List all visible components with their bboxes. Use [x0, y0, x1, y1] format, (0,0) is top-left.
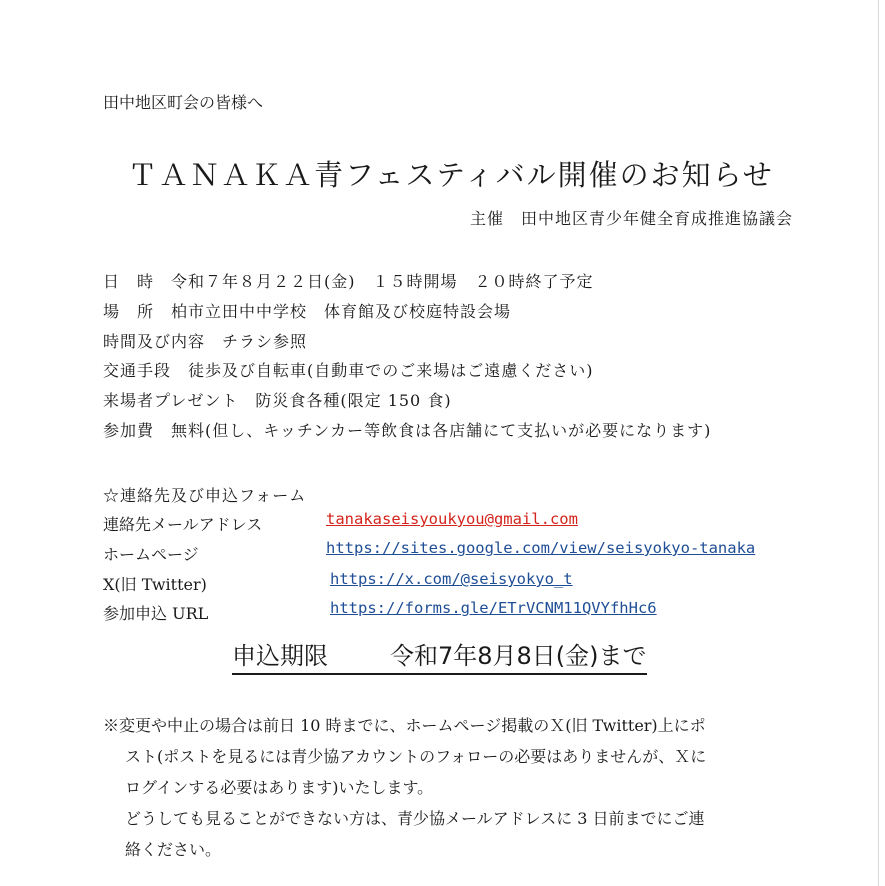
contact-form-label: 参加申込 URL: [103, 604, 209, 623]
deadline-banner: [232, 636, 647, 675]
note-line: どうしても見ることができない方は、青少協メールアドレスに 3 日前までにご連: [125, 809, 705, 828]
detail-datetime: 日 時 令和７年８月２２日(金) １５時開場 ２０時終了予定: [103, 272, 594, 291]
contact-x-link[interactable]: https://x.com/@seisyokyo_t: [330, 570, 573, 588]
contact-x-label: X(旧 Twitter): [103, 575, 207, 594]
note-line: スト(ポストを見るには青少協アカウントのフォローの必要はありませんが、Ｘに: [125, 747, 707, 766]
contact-homepage-label: ホームページ: [103, 545, 199, 564]
organizer: 主催 田中地区青少年健全育成推進協議会: [470, 209, 794, 228]
scan-edge-line: [878, 0, 879, 886]
document-title: ＴＡＮＡＫＡ青フェスティバル開催のお知らせ: [128, 158, 774, 192]
detail-venue: 場 所 柏市立田中中学校 体育館及び校庭特設会場: [103, 302, 512, 321]
contact-heading: ☆連絡先及び申込フォーム: [103, 486, 307, 505]
contact-form-link[interactable]: https://forms.gle/ETrVCNM11QVYfhHc6: [330, 599, 657, 617]
detail-gift: 来場者プレゼント 防災食各種(限定 150 食): [103, 391, 452, 410]
contact-email-label: 連絡先メールアドレス: [103, 515, 263, 534]
contact-homepage-link[interactable]: https://sites.google.com/view/seisyokyo-tanaka: [326, 539, 756, 557]
contact-email-link[interactable]: tanakaseisyoukyou@gmail.com: [326, 510, 578, 528]
note-line: ログインする必要はあります)いたします。: [125, 778, 434, 797]
deadline-date: 令和7年8月8日(金)まで: [390, 642, 647, 670]
detail-transport: 交通手段 徒歩及び自転車(自動車でのご来場はご遠慮ください): [103, 361, 594, 380]
salutation: 田中地区町会の皆様へ: [103, 93, 264, 112]
detail-fee: 参加費 無料(但し、キッチンカー等飲食は各店舗にて支払いが必要になります): [103, 421, 712, 440]
detail-schedule: 時間及び内容 チラシ参照: [103, 332, 308, 351]
deadline-label: 申込期限: [232, 642, 328, 670]
notes-block: [103, 710, 863, 865]
note-line: 絡ください。: [125, 840, 222, 859]
note-line: ※変更や中止の場合は前日 10 時までに、ホームページ掲載のＸ(旧 Twitter)上にポ: [103, 716, 706, 735]
